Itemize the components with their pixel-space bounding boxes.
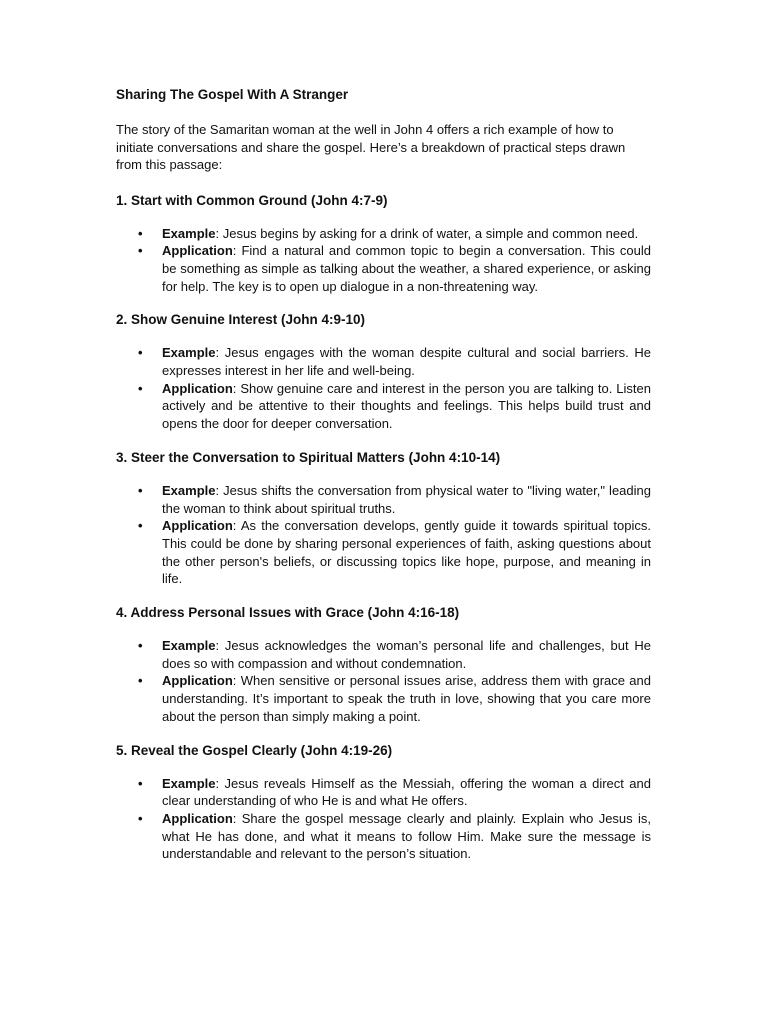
intro-paragraph: The story of the Samaritan woman at the well in John 4 offers a rich example of how to initiate conversations and share the gospel. Here’s a breakdown of practical steps drawn from this passage:: [116, 122, 626, 172]
list-item: [116, 344, 651, 379]
point-text: : As the conversation develops, gently guide it towards spiritual topics. This could be done by sharing personal experiences of faith, asking questions about the other person's beliefs, or discussing topics like hope, purpose, and meaning in life.: [162, 518, 651, 587]
point-term: Example: [162, 638, 216, 654]
list-item: [116, 225, 651, 243]
bullet-list: [116, 482, 651, 588]
bullet-icon: •: [138, 380, 143, 396]
bullet-list: [116, 775, 651, 864]
section: [116, 604, 651, 726]
point-text: : Jesus shifts the conversation from physical water to "living water," leading the woman to think about spiritual truths.: [162, 482, 651, 516]
section: [116, 311, 651, 433]
document-page: [116, 86, 651, 879]
bullet-icon: •: [138, 775, 143, 791]
list-item: [116, 810, 651, 863]
list-item: [116, 242, 651, 295]
bullet-icon: •: [138, 518, 143, 534]
bullet-icon: •: [138, 673, 143, 689]
bullet-icon: •: [138, 482, 143, 498]
point-text: : Share the gospel message clearly and plainly. Explain who Jesus is, what He has done, and what it means to follow Him. Make sure the message is understandable and relevant to the person’s situation.: [162, 810, 651, 862]
point-text: : Find a natural and common topic to begin a conversation. This could be something as simple as talking about the weather, a shared experience, or asking for help. The key is to open up dialogue in a non-threatening way.: [162, 243, 651, 294]
point-term: Example: [162, 345, 216, 361]
bullet-icon: •: [138, 638, 143, 654]
point-term: Application: [162, 518, 233, 534]
list-item: [116, 482, 651, 517]
document-title: Sharing The Gospel With A Stranger: [116, 87, 349, 102]
point-text: : Jesus engages with the woman despite cultural and social barriers. He expresses interest in her life and well-being.: [162, 345, 651, 379]
point-text: : Show genuine care and interest in the person you are talking to. Listen actively and be attentive to their thoughts and feelings. This helps build trust and opens the door for deeper conversation.: [162, 380, 651, 432]
list-item: [116, 775, 651, 810]
section-heading: 1. Start with Common Ground (John 4:7-9): [116, 192, 388, 208]
point-term: Example: [162, 225, 216, 241]
list-item: [116, 672, 651, 725]
point-text: : Jesus begins by asking for a drink of water, a simple and common need.: [215, 225, 639, 241]
bullet-list: [116, 225, 651, 296]
bullet-icon: •: [138, 243, 143, 259]
point-term: Application: [162, 380, 233, 396]
bullet-icon: •: [138, 345, 143, 361]
section-heading: 3. Steer the Conversation to Spiritual Matters (John 4:10-14): [116, 449, 501, 465]
section-heading: 4. Address Personal Issues with Grace (John 4:16-18): [116, 605, 460, 621]
bullet-icon: •: [138, 225, 143, 241]
point-term: Application: [162, 243, 233, 259]
bullet-icon: •: [138, 810, 143, 826]
section-heading: 5. Reveal the Gospel Clearly (John 4:19-26): [116, 742, 393, 758]
list-item: [116, 637, 651, 672]
point-term: Example: [162, 775, 216, 791]
section-heading: 2. Show Genuine Interest (John 4:9-10): [116, 312, 366, 328]
section: [116, 449, 651, 588]
section: [116, 742, 651, 864]
bullet-list: [116, 344, 651, 433]
point-term: Application: [162, 810, 233, 826]
point-text: : When sensitive or personal issues arise, address them with grace and understanding. It’s important to speak the truth in love, showing that you care more about the person than simply making a point.: [162, 673, 651, 724]
point-text: : Jesus reveals Himself as the Messiah, offering the woman a direct and clear understanding of who He is and what He offers.: [162, 775, 651, 809]
list-item: [116, 380, 651, 433]
point-text: : Jesus acknowledges the woman’s personal life and challenges, but He does so with compassion and without condemnation.: [162, 638, 651, 671]
list-item: [116, 517, 651, 588]
point-term: Application: [162, 673, 233, 689]
bullet-list: [116, 637, 651, 726]
section: [116, 192, 651, 296]
point-term: Example: [162, 482, 216, 498]
